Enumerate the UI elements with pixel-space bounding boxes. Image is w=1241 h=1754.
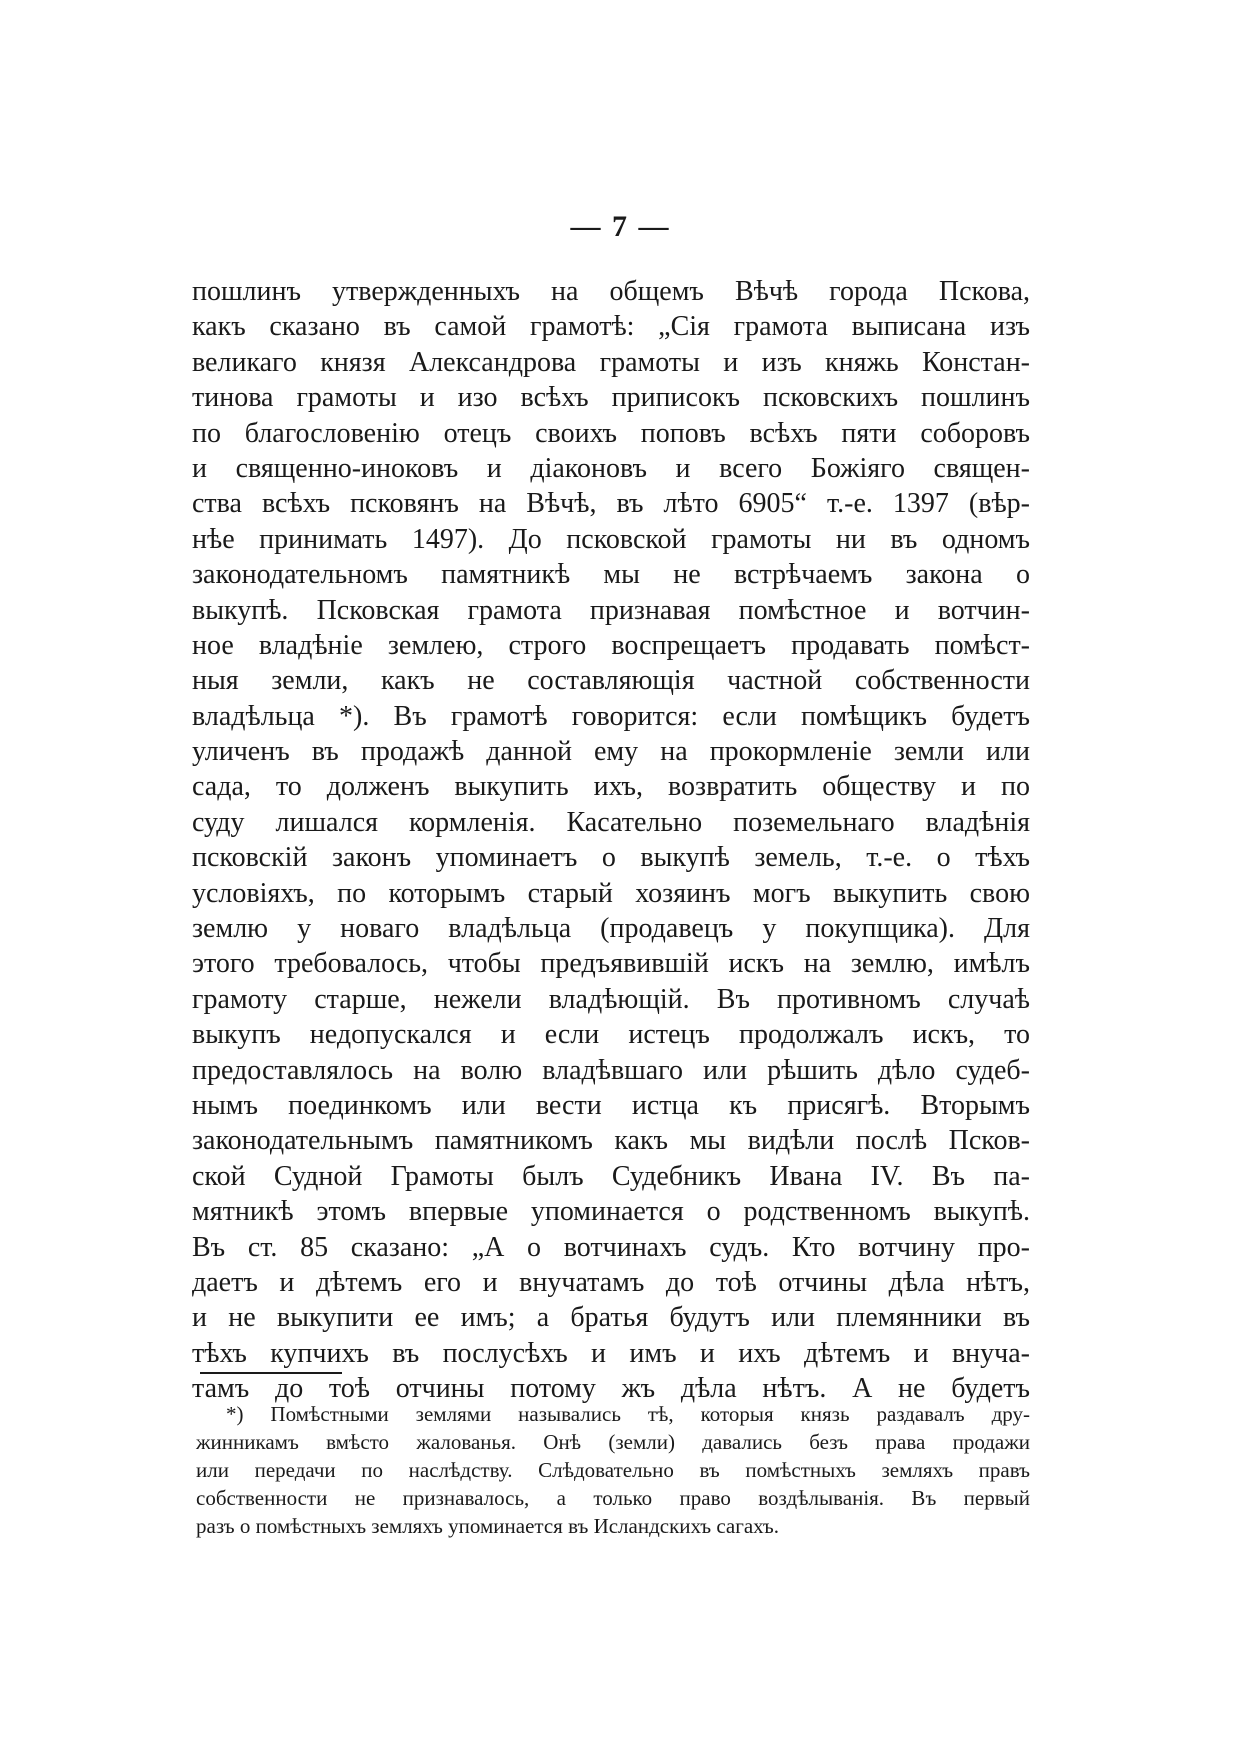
- text-line: выкупѣ. Псковская грамота признавая помѣстное и вотчин-: [192, 594, 1030, 626]
- footnote: [196, 1400, 1030, 1540]
- text-line: псковскій законъ упоминаетъ о выкупѣ земель, т.-е. о тѣхъ: [192, 842, 1030, 874]
- text-line: условіяхъ, по которымъ старый хозяинъ могъ выкупить свою: [192, 877, 1030, 909]
- text-line: какъ сказано въ самой грамотѣ: „Сія грамота выписана изъ: [192, 311, 1030, 343]
- text-line: законодательнымъ памятникомъ какъ мы видѣли послѣ Псков-: [192, 1125, 1030, 1157]
- footnote-line: *) Помѣстными землями назывались тѣ, которыя князь раздавалъ дру-: [226, 1402, 1030, 1426]
- footnote-line: собственности не признавалось, а только право воздѣлыванія. Въ первый: [196, 1486, 1030, 1510]
- text-line: землю у новаго владѣльца (продавецъ у покупщика). Для: [192, 913, 1030, 945]
- text-line: мятникѣ этомъ впервые упоминается о родственномъ выкупѣ.: [192, 1196, 1030, 1228]
- text-line: сада, то долженъ выкупить ихъ, возвратить обществу и по: [192, 771, 1030, 803]
- text-line: ства всѣхъ псковянъ на Вѣчѣ, въ лѣто 6905“ т.-е. 1397 (вѣр-: [192, 488, 1030, 520]
- text-line: тѣхъ купчихъ въ послусѣхъ и имъ и ихъ дѣтемъ и внуча-: [192, 1337, 1030, 1369]
- text-line: нымъ поединкомъ или вести истца къ присягѣ. Вторымъ: [192, 1089, 1030, 1121]
- text-line: суду лишался кормленія. Касательно поземельнаго владѣнія: [192, 806, 1030, 838]
- footnote-separator: [200, 1372, 342, 1374]
- text-line: уличенъ въ продажѣ данной ему на прокормленіе земли или: [192, 736, 1030, 768]
- footnote-line: или передачи по наслѣдству. Слѣдовательно въ помѣстныхъ земляхъ правъ: [196, 1458, 1030, 1482]
- text-line: по благословенію отецъ своихъ поповъ всѣхъ пяти соборовъ: [192, 417, 1030, 449]
- text-line: Въ ст. 85 сказано: „А о вотчинахъ судъ. Кто вотчину про-: [192, 1231, 1030, 1263]
- text-line: ное владѣніе землею, строго воспрещаетъ продавать помѣст-: [192, 629, 1030, 661]
- text-line: и не выкупити ее имъ; а братья будутъ или племянники въ: [192, 1302, 1030, 1334]
- text-line: выкупъ недопускался и если истецъ продолжалъ искъ, то: [192, 1019, 1030, 1051]
- text-line: и священно-иноковъ и діаконовъ и всего Божіяго священ-: [192, 452, 1030, 484]
- text-line: пошлинъ утвержденныхъ на общемъ Вѣчѣ города Пскова,: [192, 276, 1030, 307]
- text-line: нѣе принимать 1497). До псковской грамоты ни въ одномъ: [192, 523, 1030, 555]
- footnote-line: разъ о помѣстныхъ земляхъ упоминается въ Исландскихъ сагахъ.: [196, 1514, 779, 1538]
- text-line: законодательномъ памятникѣ мы не встрѣчаемъ закона о: [192, 559, 1030, 591]
- text-line: великаго князя Александрова грамоты и изъ княжь Констан-: [192, 346, 1030, 378]
- page-number: — 7 —: [570, 210, 671, 243]
- text-line: тамъ до тоѣ отчины потому жъ дѣла нѣтъ. А не будетъ: [192, 1373, 1030, 1405]
- text-line: ныя земли, какъ не составляющія частной собственности: [192, 665, 1030, 697]
- text-line: этого требовалось, чтобы предъявившій искъ на землю, имѣлъ: [192, 948, 1030, 980]
- text-line: ской Судной Грамоты былъ Судебникъ Ивана IV. Въ па-: [192, 1160, 1030, 1192]
- text-line: даетъ и дѣтемъ его и внучатамъ до тоѣ отчины дѣла нѣтъ,: [192, 1266, 1030, 1298]
- text-line: грамоту старше, нежели владѣющій. Въ противномъ случаѣ: [192, 983, 1030, 1015]
- text-line: владѣльца *). Въ грамотѣ говорится: если помѣщикъ будетъ: [192, 700, 1030, 732]
- text-line: тинова грамоты и изо всѣхъ приписокъ псковскихъ пошлинъ: [192, 382, 1030, 414]
- footnote-line: жинникамъ вмѣсто жалованья. Онѣ (земли) давались безъ права продажи: [196, 1430, 1030, 1454]
- text-line: предоставлялось на волю владѣвшаго или рѣшить дѣло судеб-: [192, 1054, 1030, 1086]
- main-text: [192, 274, 1030, 1407]
